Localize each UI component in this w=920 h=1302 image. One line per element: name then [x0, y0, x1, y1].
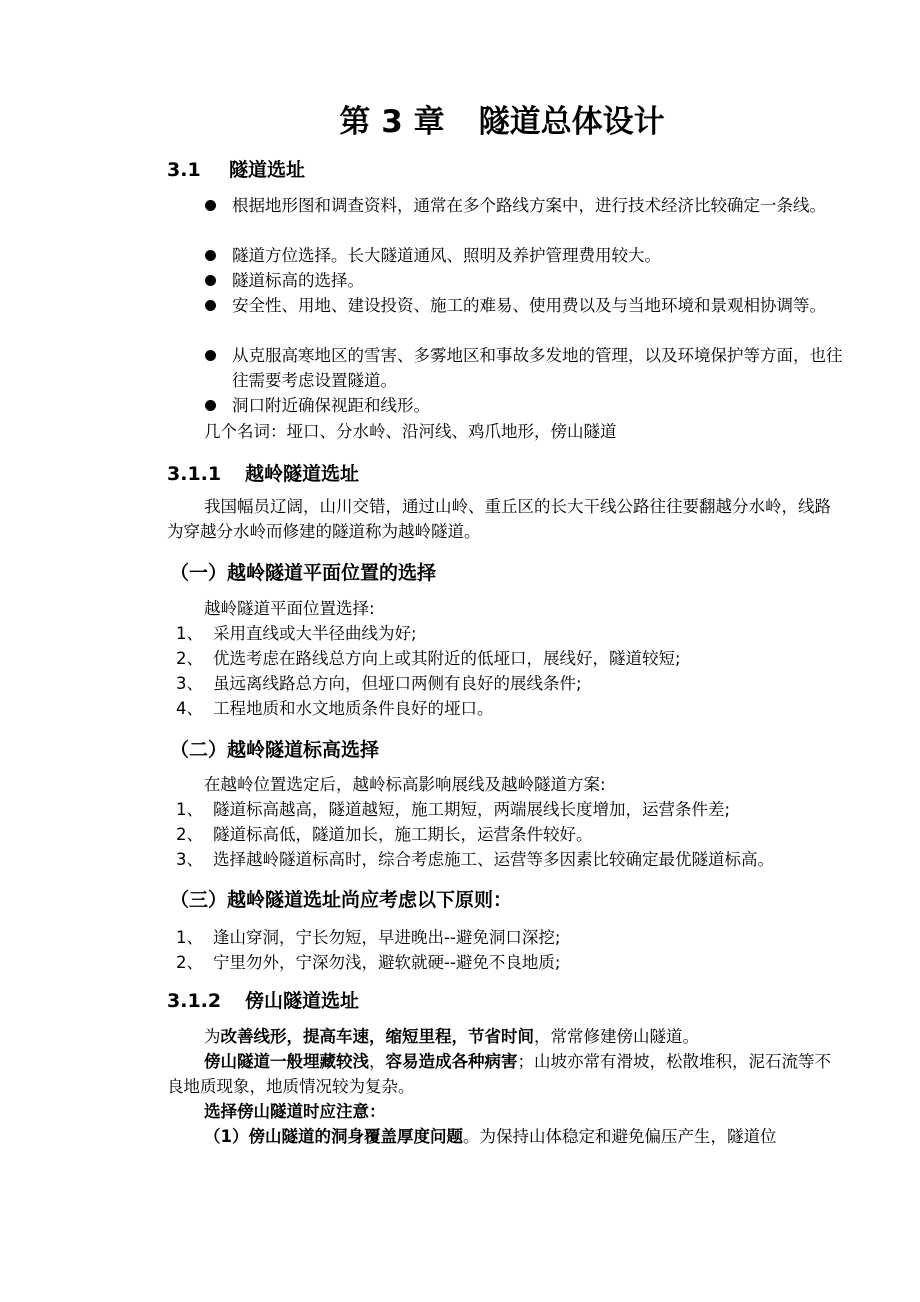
bullet-dot-icon — [205, 250, 216, 261]
bullet-dot-icon — [205, 350, 216, 361]
list-item: 工程地质和水文地质条件良好的垭口。 — [213, 699, 494, 718]
note-heading: 选择傍山隧道时应注意： — [204, 1102, 386, 1121]
bullet-item: 隧道方位选择。长大隧道通风、照明及养护管理费用较大。 — [232, 246, 661, 265]
bullet-dot-icon — [205, 200, 216, 211]
text-run: ；山坡亦常有滑坡，松散堆积，泥石流等不良地质现象，地质情况较为复杂。 — [167, 1052, 831, 1096]
list-item: 采用直线或大半径曲线为好; — [213, 624, 417, 643]
section-title: 隧道选址 — [229, 159, 306, 181]
list-number: 2、 — [176, 649, 203, 668]
section-number: 3.1.1 — [167, 463, 222, 485]
list-item: 优选考虑在路线总方向上或其附近的低垭口，展线好，隧道较短; — [213, 649, 681, 668]
bullet-item: 从克服高寒地区的雪害、多雾地区和事故多发地的管理，以及环境保护等方面，也往往需要考虑设置隧道。 — [232, 346, 843, 390]
bold-run: 傍山隧道一般埋藏较浅 — [204, 1052, 369, 1071]
text-run: ，常常修建傍山隧道。 — [534, 1027, 699, 1046]
list-item: 选择越岭隧道标高时，综合考虑施工、运营等多因素比较确定最优隧道标高。 — [213, 850, 774, 869]
bullet-item: 根据地形图和调查资料，通常在多个路线方案中，进行技术经济比较确定一条线。 — [232, 196, 826, 215]
chapter-number: 第 3 章 — [339, 104, 445, 140]
list-number: 3、 — [176, 850, 203, 869]
list-number: 4、 — [176, 699, 203, 718]
text-run: ， — [369, 1052, 386, 1071]
list-number: 2、 — [176, 825, 203, 844]
section-number: 3.1.2 — [167, 990, 222, 1012]
bullet-dot-icon — [205, 300, 216, 311]
lead-text: 在越岭位置选定后，越岭标高影响展线及越岭隧道方案: — [204, 775, 606, 794]
lead-text: 越岭隧道平面位置选择: — [204, 599, 375, 618]
section-title: 越岭隧道选址 — [245, 463, 360, 485]
bullet-item: 洞口附近确保视距和线形。 — [232, 396, 430, 415]
list-item: 宁里勿外，宁深勿浅，避软就硬--避免不良地质; — [213, 953, 561, 972]
list-item: 隧道标高低，隧道加长，施工期长，运营条件较好。 — [213, 825, 593, 844]
text-run: 为 — [204, 1027, 221, 1046]
section-title: 傍山隧道选址 — [245, 990, 360, 1012]
bullet-item: 隧道标高的选择。 — [232, 271, 364, 290]
bold-run: 改善线形，提高车速，缩短里程，节省时间 — [220, 1027, 534, 1046]
list-number: 1、 — [176, 624, 203, 643]
bold-run: 容易造成各种病害 — [385, 1052, 518, 1071]
list-number: 3、 — [176, 674, 203, 693]
paragraph — [167, 1049, 845, 1099]
paragraph — [204, 1124, 776, 1149]
terms-line: 几个名词：垭口、分水岭、沿河线、鸡爪地形，傍山隧道 — [204, 422, 617, 441]
bold-run: （1）傍山隧道的洞身覆盖厚度问题 — [204, 1127, 463, 1146]
bullet-dot-icon — [205, 275, 216, 286]
chapter-title — [0, 96, 920, 141]
paragraph — [167, 1024, 845, 1049]
bullet-dot-icon — [205, 400, 216, 411]
subheading-elevation: （二）越岭隧道标高选择 — [170, 739, 380, 761]
intro-paragraph: 我国幅员辽阔，山川交错，通过山岭、重丘区的长大干线公路往往要翻越分水岭，线路为穿越分水岭而修建的隧道称为越岭隧道。 — [167, 497, 831, 541]
section-heading-3-1 — [167, 155, 305, 182]
list-number: 2、 — [176, 953, 203, 972]
list-number: 1、 — [176, 800, 203, 819]
chapter-name: 隧道总体设计 — [478, 104, 665, 140]
list-item: 虽远离线路总方向，但垭口两侧有良好的展线条件; — [213, 674, 582, 693]
bullet-item: 安全性、用地、建设投资、施工的难易、使用费以及与当地环境和景观相协调等。 — [232, 296, 826, 315]
list-item: 逢山穿洞，宁长勿短，早进晚出--避免洞口深挖; — [213, 928, 561, 947]
section-heading-3-1-1 — [167, 459, 359, 486]
subheading-principles: （三）越岭隧道选址尚应考虑以下原则： — [170, 889, 513, 911]
list-number: 1、 — [176, 928, 203, 947]
section-number: 3.1 — [167, 159, 201, 181]
text-run: 。为保持山体稳定和避免偏压产生，隧道位 — [462, 1127, 777, 1146]
subheading-plane-position: （一）越岭隧道平面位置的选择 — [170, 562, 437, 584]
list-item: 隧道标高越高，隧道越短，施工期短，两端展线长度增加，运营条件差; — [213, 800, 731, 819]
section-heading-3-1-2 — [167, 986, 359, 1013]
